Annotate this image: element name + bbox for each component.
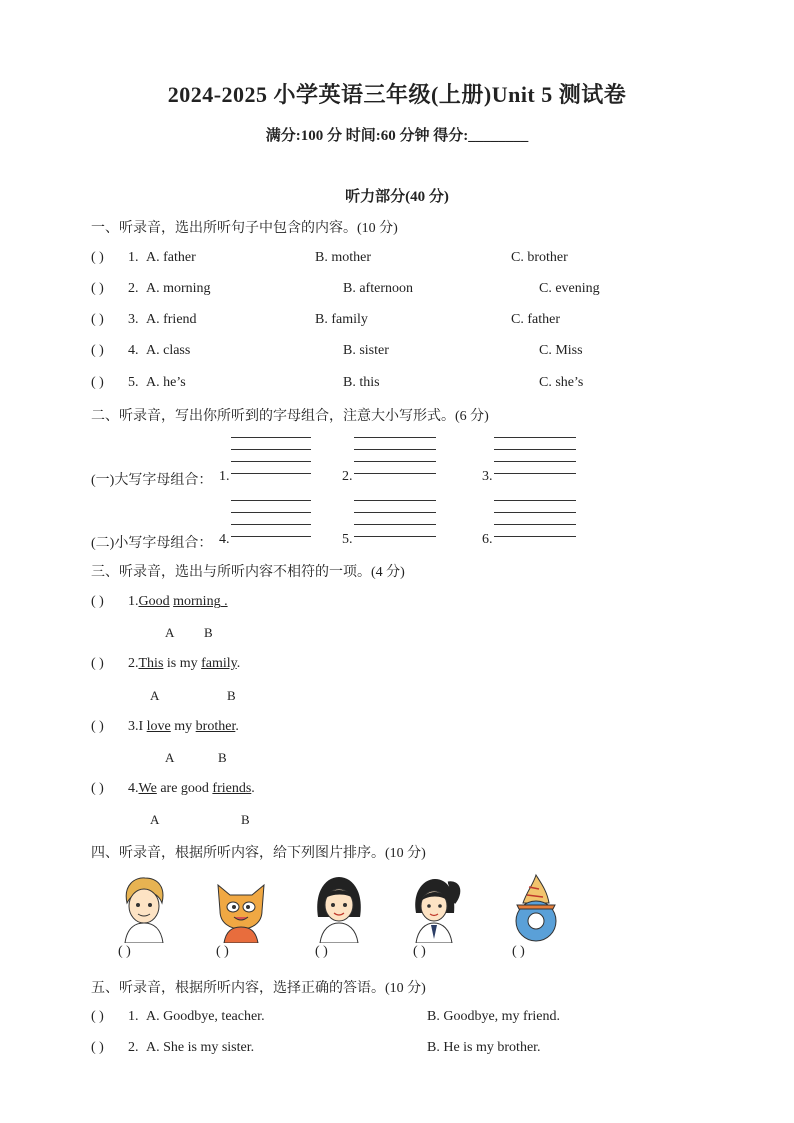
answer-blank[interactable]: ( ) <box>91 594 104 609</box>
question-number: 2. <box>128 281 139 296</box>
page-title: 2024-2025 小学英语三年级(上册)Unit 5 测试卷 <box>167 82 627 107</box>
grid-number: 5. <box>342 532 353 547</box>
label-b: B <box>227 688 236 703</box>
lowercase-label: (二)小写字母组合： <box>91 536 213 551</box>
label-a: A <box>165 625 175 640</box>
answer-blank[interactable]: ( ) <box>91 343 104 358</box>
sentence-start: I <box>138 719 147 734</box>
option-c: C. brother <box>511 250 568 265</box>
answer-blank[interactable]: ( ) <box>91 1009 104 1024</box>
option-c: C. evening <box>539 281 600 296</box>
option-b: B. sister <box>343 343 389 358</box>
grid-number: 4. <box>219 532 230 547</box>
ponytail-girl-picture <box>404 873 466 943</box>
underlined-word-b: brother <box>195 719 236 734</box>
part5-heading: 五、听录音，根据所听内容，选择正确的答语。(10 分) <box>91 981 426 996</box>
question-number: 1. <box>128 250 139 265</box>
uppercase-label: (一)大写字母组合： <box>91 473 213 488</box>
answer-blank[interactable]: ( ) <box>91 656 104 671</box>
option-b: B. afternoon <box>343 281 413 296</box>
girl-picture <box>308 873 370 943</box>
grid-number: 6. <box>482 532 493 547</box>
part1-heading: 一、听录音，选出所听句子中包含的内容。(10 分) <box>91 221 398 236</box>
question-number: 4. <box>128 781 139 796</box>
answer-blank[interactable]: ( ) <box>91 719 104 734</box>
grid-number: 1. <box>219 469 230 484</box>
grid-number: 2. <box>342 469 353 484</box>
donut-hat-picture <box>505 873 567 943</box>
part3-heading: 三、听录音，选出与所听内容不相符的一项。(4 分) <box>91 565 405 580</box>
underlined-word-a: This <box>138 656 164 671</box>
question-number: 2. <box>128 1040 139 1055</box>
part2-heading: 二、听录音，写出你所听到的字母组合，注意大小写形式。(6 分) <box>91 409 489 424</box>
sentence-middle: are good <box>156 781 213 796</box>
option-a: A. morning <box>146 281 211 296</box>
option-a: A. father <box>146 250 196 265</box>
option-b: B. mother <box>315 250 371 265</box>
label-a: A <box>150 812 160 827</box>
option-c: C. father <box>511 312 560 327</box>
option-b: B. family <box>315 312 368 327</box>
answer-blank[interactable]: ( ) <box>91 375 104 390</box>
option-a: A. She is my sister. <box>146 1040 255 1055</box>
question-number: 3. <box>128 719 139 734</box>
label-a: A <box>150 688 160 703</box>
label-b: B <box>204 625 213 640</box>
picture-answer-blank[interactable]: ( ) <box>512 944 525 959</box>
sentence-middle: is my <box>163 656 202 671</box>
sentence <box>128 656 240 672</box>
sentence-end: . <box>236 656 241 671</box>
answer-blank[interactable]: ( ) <box>91 250 104 265</box>
question-number: 2. <box>128 656 139 671</box>
option-a: A. class <box>146 343 191 358</box>
underlined-word-a: Good <box>138 594 170 609</box>
underlined-word-b: morning <box>173 594 221 609</box>
part4-heading: 四、听录音，根据所听内容，给下列图片排序。(10 分) <box>91 846 426 861</box>
question-number: 3. <box>128 312 139 327</box>
cat-picture <box>210 873 272 943</box>
option-b: B. He is my brother. <box>427 1040 541 1055</box>
score-info: 满分:100 分 时间:60 分钟 得分:________ <box>265 128 529 144</box>
label-a: A <box>165 750 175 765</box>
question-number: 4. <box>128 343 139 358</box>
sentence <box>128 594 228 610</box>
option-b: B. this <box>343 375 380 390</box>
listening-section-title: 听力部分(40 分) <box>345 189 449 205</box>
answer-blank[interactable]: ( ) <box>91 1040 104 1055</box>
sentence-middle: my <box>170 719 196 734</box>
option-b: B. Goodbye, my friend. <box>427 1009 560 1024</box>
question-number: 1. <box>128 594 139 609</box>
answer-blank[interactable]: ( ) <box>91 781 104 796</box>
answer-blank[interactable]: ( ) <box>91 281 104 296</box>
answer-blank[interactable]: ( ) <box>91 312 104 327</box>
question-number: 5. <box>128 375 139 390</box>
underlined-word-a: We <box>138 781 157 796</box>
underlined-word-b: family <box>201 656 237 671</box>
label-b: B <box>241 812 250 827</box>
option-c: C. Miss <box>539 343 583 358</box>
picture-answer-blank[interactable]: ( ) <box>315 944 328 959</box>
underlined-word-a: love <box>146 719 171 734</box>
sentence <box>128 719 239 735</box>
label-b: B <box>218 750 227 765</box>
question-number: 1. <box>128 1009 139 1024</box>
picture-answer-blank[interactable]: ( ) <box>216 944 229 959</box>
grid-number: 3. <box>482 469 493 484</box>
sentence-end: . <box>251 781 255 796</box>
picture-answer-blank[interactable]: ( ) <box>413 944 426 959</box>
sentence-end: . <box>235 719 239 734</box>
option-c: C. she’s <box>539 375 584 390</box>
underlined-word-b: friends <box>212 781 252 796</box>
option-a: A. he’s <box>146 375 186 390</box>
sentence-end: . <box>220 594 228 609</box>
option-a: A. Goodbye, teacher. <box>146 1009 265 1024</box>
picture-answer-blank[interactable]: ( ) <box>118 944 131 959</box>
sentence <box>128 781 255 797</box>
boy-picture <box>113 873 175 943</box>
option-a: A. friend <box>146 312 197 327</box>
